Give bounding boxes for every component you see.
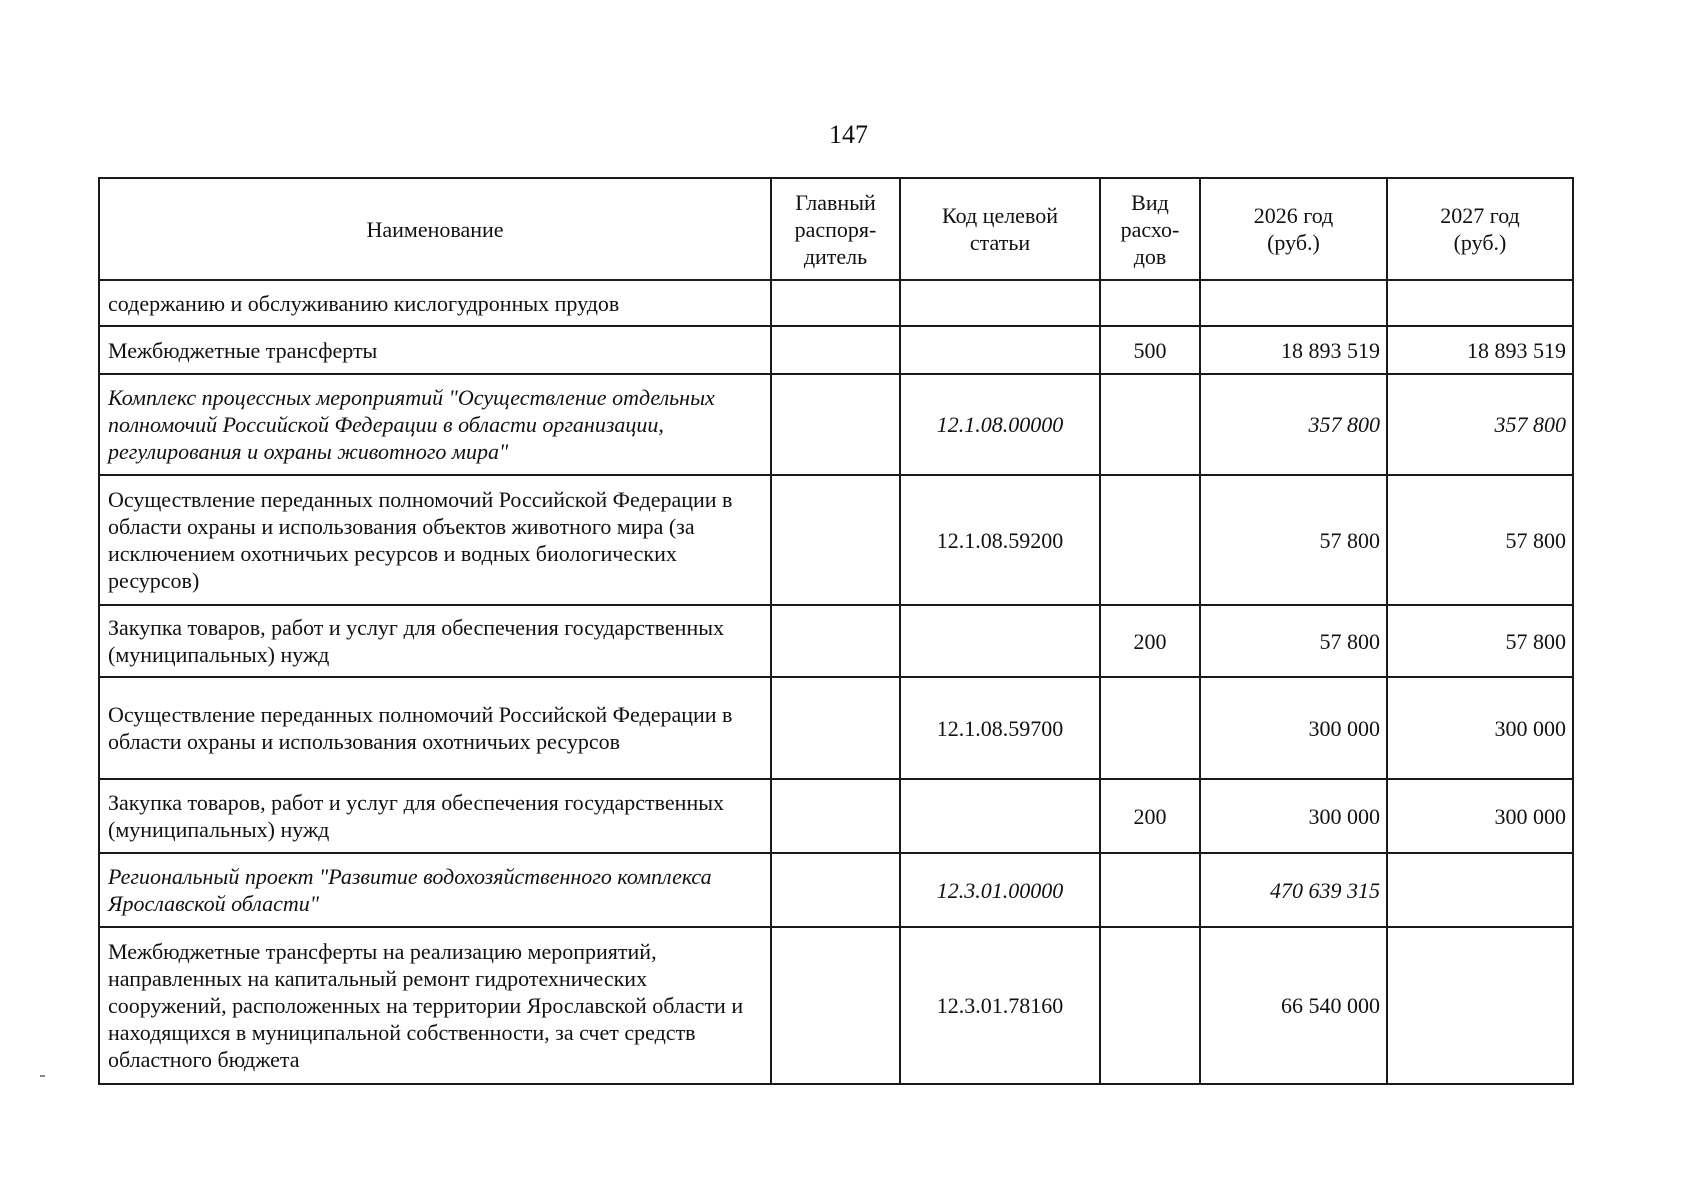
table-row [99, 475, 1573, 605]
cell-code: 12.1.08.00000 [900, 374, 1100, 475]
cell-name: Комплекс процессных мероприятий "Осуществление отдельных полномочий Российской Федерации в области организации, регулирования и охраны животного мира" [99, 374, 771, 475]
cell-admin [771, 779, 900, 853]
cell-type: 200 [1100, 605, 1200, 677]
cell-type [1100, 280, 1200, 326]
cell-2027: 18 893 519 [1387, 326, 1573, 374]
cell-code [900, 779, 1100, 853]
cell-2027: 300 000 [1387, 779, 1573, 853]
header-code: Код целевой статьи [900, 178, 1100, 280]
cell-type [1100, 475, 1200, 605]
cell-2026 [1200, 280, 1387, 326]
cell-name: Межбюджетные трансферты [99, 326, 771, 374]
cell-code [900, 326, 1100, 374]
cell-name: содержанию и обслуживанию кислогудронных прудов [99, 280, 771, 326]
cell-admin [771, 853, 900, 927]
table-row [99, 853, 1573, 927]
table-row [99, 927, 1573, 1084]
table-row [99, 605, 1573, 677]
cell-name: Осуществление переданных полномочий Российской Федерации в области охраны и использования объектов животного мира (за исключением охотничьих ресурсов и водных биологических ресурсов) [99, 475, 771, 605]
cell-2026: 470 639 315 [1200, 853, 1387, 927]
cell-admin [771, 677, 900, 779]
cell-name: Осуществление переданных полномочий Российской Федерации в области охраны и использования охотничьих ресурсов [99, 677, 771, 779]
header-type: Вид расхо-дов [1100, 178, 1200, 280]
cell-name: Межбюджетные трансферты на реализацию мероприятий, направленных на капитальный ремонт гидротехнических сооружений, расположенных на территории Ярославской области и находящихся в муниципальной собственности, за счет средств областного бюджета [99, 927, 771, 1084]
cell-type: 200 [1100, 779, 1200, 853]
header-2026: 2026 год (руб.) [1200, 178, 1387, 280]
cell-type [1100, 374, 1200, 475]
cell-2026: 357 800 [1200, 374, 1387, 475]
cell-admin [771, 605, 900, 677]
cell-name: Региональный проект "Развитие водохозяйственного комплекса Ярославской области" [99, 853, 771, 927]
cell-admin [771, 326, 900, 374]
cell-name: Закупка товаров, работ и услуг для обеспечения государственных (муниципальных) нужд [99, 605, 771, 677]
table-row [99, 280, 1573, 326]
cell-2026: 57 800 [1200, 605, 1387, 677]
cell-code [900, 280, 1100, 326]
header-name: Наименование [99, 178, 771, 280]
page-number: 147 [829, 120, 868, 149]
cell-2027: 57 800 [1387, 605, 1573, 677]
cell-2026: 66 540 000 [1200, 927, 1387, 1084]
table-row [99, 677, 1573, 779]
cell-admin [771, 374, 900, 475]
cell-name: Закупка товаров, работ и услуг для обеспечения государственных (муниципальных) нужд [99, 779, 771, 853]
cell-2027: 57 800 [1387, 475, 1573, 605]
cell-2027: 300 000 [1387, 677, 1573, 779]
header-admin: Главный распоря-дитель [771, 178, 900, 280]
cell-code: 12.3.01.00000 [900, 853, 1100, 927]
cell-type: 500 [1100, 326, 1200, 374]
cell-2026: 300 000 [1200, 779, 1387, 853]
scan-artifact [40, 1075, 45, 1077]
cell-2027 [1387, 280, 1573, 326]
cell-2027 [1387, 927, 1573, 1084]
cell-code: 12.1.08.59700 [900, 677, 1100, 779]
table-row [99, 326, 1573, 374]
table-row [99, 374, 1573, 475]
cell-code: 12.3.01.78160 [900, 927, 1100, 1084]
cell-type [1100, 853, 1200, 927]
cell-type [1100, 927, 1200, 1084]
cell-code [900, 605, 1100, 677]
cell-2026: 57 800 [1200, 475, 1387, 605]
cell-admin [771, 280, 900, 326]
table-row [99, 779, 1573, 853]
cell-2027: 357 800 [1387, 374, 1573, 475]
budget-table [98, 177, 1574, 1085]
cell-2026: 18 893 519 [1200, 326, 1387, 374]
cell-2026: 300 000 [1200, 677, 1387, 779]
table-header-row [99, 178, 1573, 280]
cell-type [1100, 677, 1200, 779]
cell-2027 [1387, 853, 1573, 927]
cell-admin [771, 927, 900, 1084]
header-2027: 2027 год (руб.) [1387, 178, 1573, 280]
cell-admin [771, 475, 900, 605]
cell-code: 12.1.08.59200 [900, 475, 1100, 605]
